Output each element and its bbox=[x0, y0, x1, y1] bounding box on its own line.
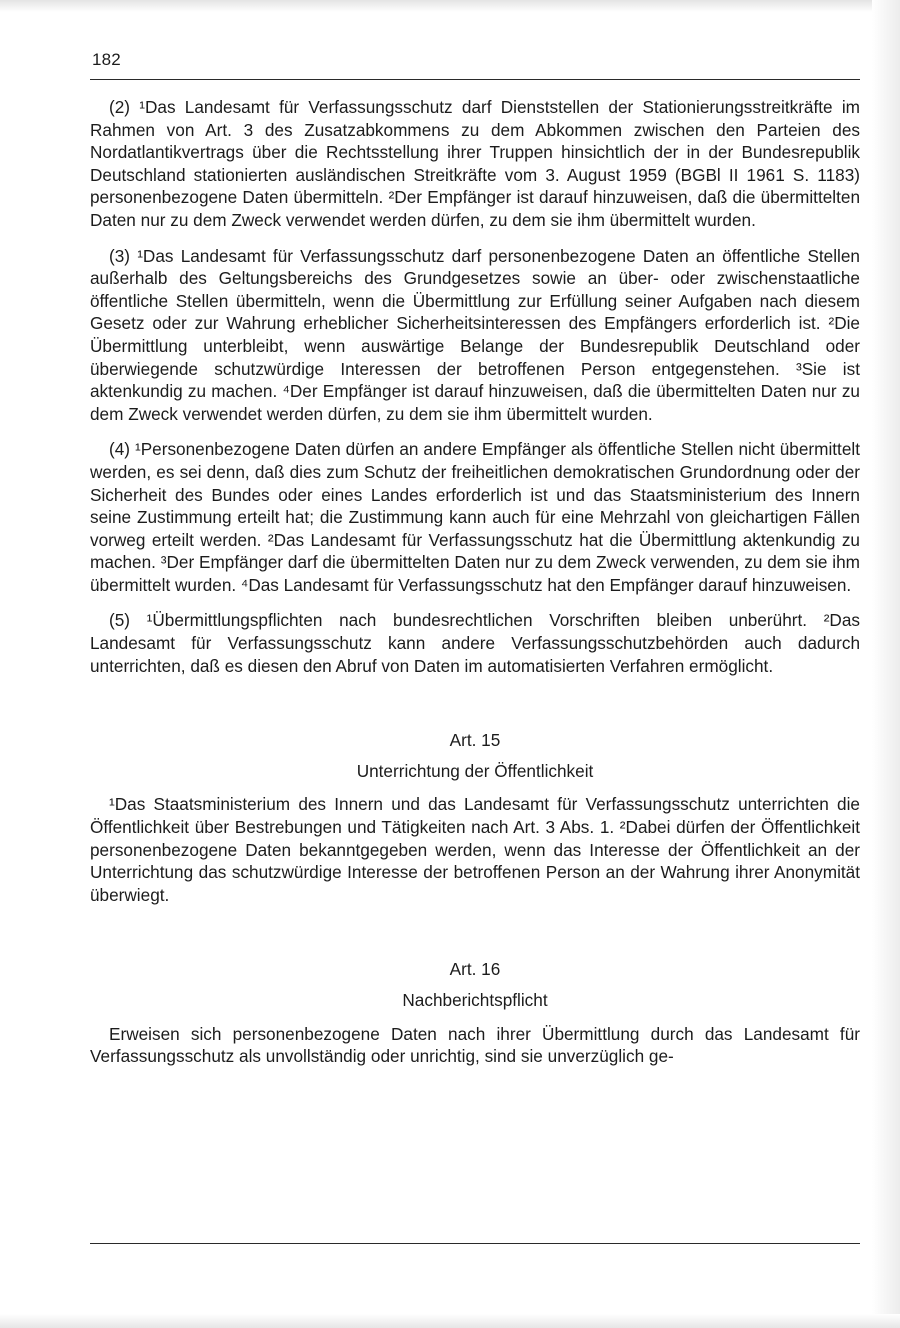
paragraph-5: (5) ¹Übermittlungspflichten nach bundesrechtlichen Vorschriften bleiben unberührt. ²Das Landesamt für Verfassungsschutz kann andere Verfassungsschutzbehörden auch dadurch unterrichten, daß es diesen den Abruf von Daten im automatisierten Verfahren ermöglicht. bbox=[90, 610, 860, 676]
paragraph-4: (4) ¹Personenbezogene Daten dürfen an andere Empfänger als öffentliche Stellen nicht übermittelt werden, es sei denn, daß dies zum Schutz der freiheitlichen demokratischen Grundordnung oder der Sicherheit des Bundes oder eines Landes erforderlich ist und das Staatsministerium des Innern seine Zustimmung erteilt hat; die Zustimmung kann auch für eine Mehrzahl von gleichartigen Fällen vorweg erteilt werden. ²Das Landesamt für Verfassungsschutz hat die Übermittlung aktenkundig zu machen. ³Der Empfänger darf die übermittelten Daten nur zu dem Zweck verwenden, zu dem sie ihm übermittelt wurden. ⁴Das Landesamt für Verfassungsschutz hat den Empfänger darauf hinzuweisen. bbox=[90, 439, 860, 595]
article-15-number: Art. 15 bbox=[449, 730, 501, 751]
scan-edge-bottom bbox=[0, 1314, 900, 1328]
page-number: 182 bbox=[92, 50, 121, 69]
scan-edge-right bbox=[872, 0, 900, 1328]
scan-edge-top bbox=[0, 0, 900, 12]
article-16-title: Nachberichtspflicht bbox=[402, 990, 548, 1010]
page-body bbox=[90, 96, 860, 1068]
article-16-text: Erweisen sich personenbezogene Daten nach ihrer Übermittlung durch das Landesamt für Verfassungsschutz als unvollständig oder unrichtig, sind sie unverzüglich ge- bbox=[90, 1023, 860, 1067]
header-rule bbox=[90, 79, 860, 80]
article-15-text: ¹Das Staatsministerium des Innern und das Landesamt für Verfassungsschutz unterrichten die Öffentlichkeit über Bestrebungen und Tätigkeiten nach Art. 3 Abs. 1. ²Dabei dürfen der Öffentlichkeit personenbezogene Daten bekanntgegeben werden, wenn das Interesse der Öffentlichkeit an der Unterrichtung das schutzwürdige Interesse der betroffenen Person an der Wahrung ihrer Anonymität überwiegt. bbox=[90, 794, 860, 905]
footer-rule bbox=[90, 1243, 860, 1244]
paragraph-3: (3) ¹Das Landesamt für Verfassungsschutz darf personenbezogene Daten an öffentliche Stellen außerhalb des Geltungsbereichs des Grundgesetzes sowie an über- oder zwischenstaatliche öffentliche Stellen übermitteln, wenn die Übermittlung zur Erfüllung seiner Aufgaben nach diesem Gesetz oder zur Wahrung erheblicher Sicherheitsinteressen des Empfängers erforderlich ist. ²Die Übermittlung unterbleibt, wenn auswärtige Belange der Bundesrepublik Deutschland oder überwiegende schutzwürdige Interessen der betroffenen Person entgegenstehen. ³Sie ist aktenkundig zu machen. ⁴Der Empfänger ist darauf hinzuweisen, daß die übermittelten Daten nur zu dem Zweck verwendet werden dürfen, zu dem sie ihm übermittelt wurden. bbox=[90, 245, 860, 424]
article-16-number: Art. 16 bbox=[449, 959, 501, 980]
paragraph-2: (2) ¹Das Landesamt für Verfassungsschutz darf Dienststellen der Stationierungsstreitkräfte im Rahmen von Art. 3 des Zusatzabkommens zu dem Abkommen zwischen den Parteien des Nordatlantikvertrags über die Rechtsstellung ihrer Truppen hinsichtlich der in der Bundesrepublik Deutschland stationierten ausländischen Streitkräfte vom 3. August 1959 (BGBl II 1961 S. 1183) personenbezogene Daten übermitteln. ²Der Empfänger ist darauf hinzuweisen, daß die übermittelten Daten nur zu dem Zweck verwendet werden dürfen, zu dem sie ihm übermittelt wurden. bbox=[90, 97, 860, 230]
article-15-title: Unterrichtung der Öffentlichkeit bbox=[356, 760, 594, 781]
